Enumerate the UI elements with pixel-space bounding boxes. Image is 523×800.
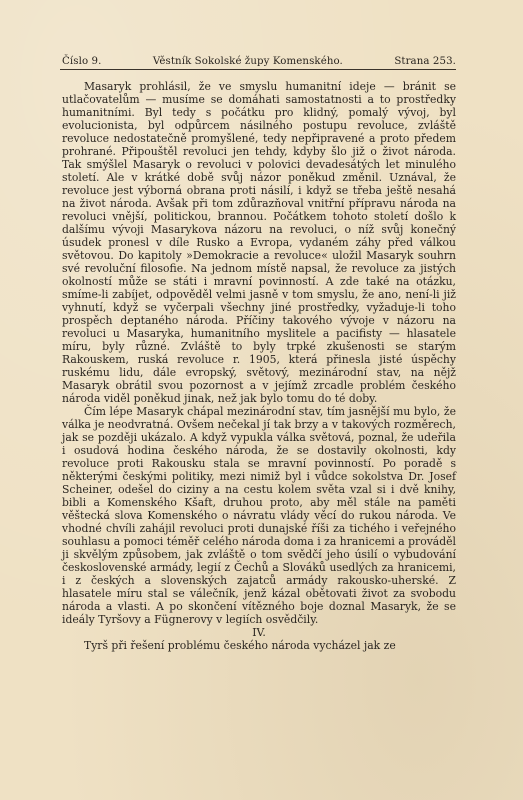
running-header [62, 56, 456, 67]
section-heading: IV. [252, 626, 266, 639]
journal-title: Věstník Sokolské župy Komenského. [152, 56, 343, 67]
paragraph-3: Tyrš při řešení problému českého národa vycházel jak ze [84, 639, 396, 652]
paragraph-1: Masaryk prohlásil, že ve smyslu humanitní ideje — bránit se utlačovatelům — musíme se domáhati samostatnosti a to prostředky humanitními. Byl tedy s počátku pro klidný, pomalý vývoj, byl evolucionista, byl odpůrcem násilného postupu revoluce, zvláště revoluce nedostatečně promyšlené, tedy nepřipravené a proto předem prohrané. Připouštěl revoluci jen tehdy, kdyby šlo již o život národa. Tak smýšlel Masaryk o revoluci v polovici devadesátých let minulého století. Ale v krátké době svůj názor poněkud změnil. Uznával, že revoluce jest výborná obrana proti násilí, i když se třeba ještě nesahá na život národa. Avšak při tom zdůrazňoval vnitřní přípravu národa na revoluci vnější, politickou, brannou. Počátkem tohoto století došlo k dalšímu vývoji Masarykova názoru na revoluci, o níž svůj konečný úsudek pronesl v díle Rusko a Evropa, vydaném záhy před válkou světovou. Do kapitoly »Demokracie a revoluce« uložil Masaryk souhrn své revoluční filosofie. Na jednom místě napsal, že revoluce za jistých okolností může se státi i mravní povinností. A zde také na otázku, smíme-li zabíjet, odpověděl velmi jasně v tom smyslu, že ano, není-li již vyhnutí, když se vyčerpali všechny jiné prostředky, vyžaduje-li toho prospěch deptaného národa. Příčiny takového vývoje v názoru na revoluci u Masaryka, humanitního myslitele a pacifisty — hlasatele míru, byly různé. Zvláště to byly trpké zkušenosti se starým Rakouskem, ruská revoluce r. 1905, která přinesla jisté úspěchy ruskému lidu, dále evropský, světový, mezinárodní stav, na nějž Masaryk obrátil svou pozornost a v jejímž zrcadle problém českého národa viděl poněkud jinak, než jak bylo tomu do té doby. [62, 80, 456, 405]
article-body [62, 80, 456, 652]
issue-number: Číslo 9. [62, 56, 102, 67]
paragraph-2: Čím lépe Masaryk chápal mezinárodní stav, tím jasnější mu bylo, že válka je neodvratná. Ovšem nečekal jí tak brzy a v takových rozměrech, jak se později ukázalo. A když vypukla válka světová, poznal, že udeřila i osudová hodina českého národa, že se dostavily okolnosti, kdy revoluce proti Rakousku stala se mravní povinností. Po poradě s některými českými politiky, mezi nimiž byl i vůdce sokolstva Dr. Josef Scheiner, odešel do ciziny a na cestu kolem světa vzal si i dvě knihy, bibli a Komenského Kšaft, druhou proto, aby měl stále na paměti věštecká slova Komenského o návratu vlády věcí do rukou národa. Ve vhodné chvíli zahájil revoluci proti dunajské říši za tichého i veřejného souhlasu a pomoci téměř celého národa doma i za hranicemi a prováděl ji skvělým způsobem, jak zvláště o tom svědčí jeho úsilí o vybudování československé armády, legií z Čechů a Slováků usedlých za hranicemi, i z českých a slovenských zajatců armády rakousko-uherské. Z hlasatele míru stal se válečník, jenž kázal obětovati život za svobodu národa a vlasti. A po skončení vítězného boje doznal Masaryk, že se ideály Tyršovy a Fügnerovy v legiích osvědčily. [62, 405, 456, 626]
header-rule [60, 69, 456, 70]
page-number: Strana 253. [394, 56, 456, 67]
